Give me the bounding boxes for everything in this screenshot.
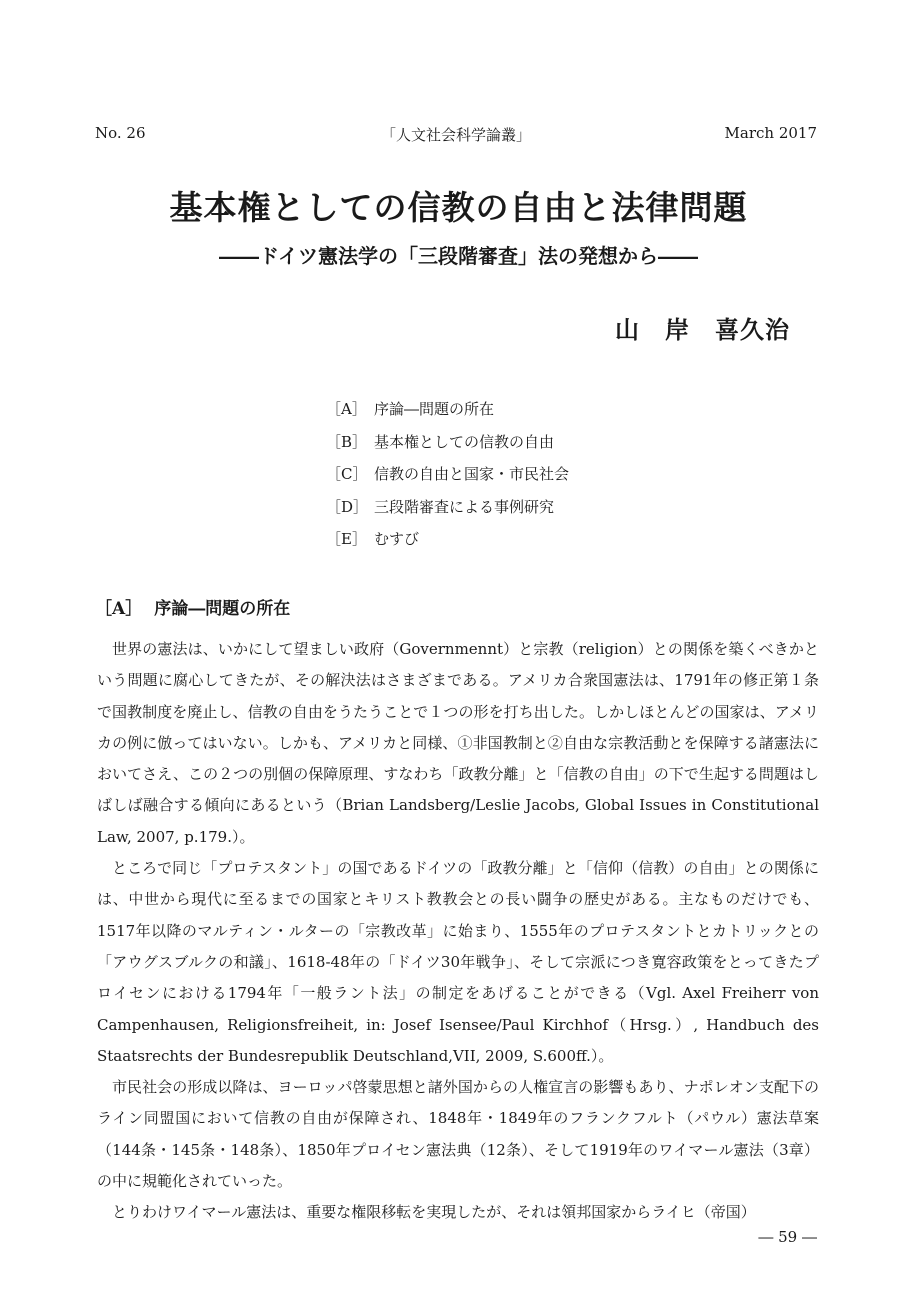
journal-name: 「人文社会科学論叢」 xyxy=(380,126,531,144)
toc-marker: ［E］ xyxy=(326,530,367,548)
toc-marker: ［C］ xyxy=(326,465,368,483)
section-marker: ［A］ xyxy=(95,599,143,619)
paragraph: 世界の憲法は、いかにして望ましい政府（Governmennt）と宗教（religion）との関係を築くべきかという問題に腐心してきたが、その解決法はさまざまである。アメリカ合衆国憲法は、1791年の修正第１条で国教制度を廃止し、信教の自由をうたうことで１つの形を打ち出した。しかしほとんどの国家は、アメリカの例に倣ってはいない。しかも、アメリカと同様、①非国教制と②自由な宗教活動とを保障する諸憲法においてさえ、この２つの別個の保障原理、すなわち「政教分離」と「信教の自由」の下で生起する問題はしばしば融合する傾向にあるという（Brian Landsberg/Leslie Jacobs, Global Issues in Constitutional Law, 2007, p.179.）。 xyxy=(97,640,819,846)
issue-date: March 2017 xyxy=(724,124,817,142)
toc-text: 序論―問題の所在 xyxy=(374,400,495,418)
toc-item xyxy=(326,496,569,529)
toc-text: 基本権としての信教の自由 xyxy=(374,432,555,451)
issue-number: No. 26 xyxy=(95,124,146,142)
toc-text: むすび xyxy=(374,530,420,548)
toc-text: 信教の自由と国家・市民社会 xyxy=(374,465,570,483)
toc-marker: ［A］ xyxy=(326,400,367,418)
running-header xyxy=(95,124,817,148)
paragraph: とりわけワイマール憲法は、重要な権限移転を実現したが、それは領邦国家からライヒ（帝国） xyxy=(112,1203,756,1222)
toc-item xyxy=(326,463,569,496)
section-heading xyxy=(95,594,290,619)
table-of-contents xyxy=(326,398,569,561)
toc-marker: ［D］ xyxy=(326,497,369,516)
article-title: 基本権としての信教の自由と法律問題 xyxy=(169,188,748,227)
paragraph: 市民社会の形成以降は、ヨーロッパ啓蒙思想と諸外国からの人権宣言の影響もあり、ナポレオン支配下のライン同盟国において信教の自由が保障され、1848年・1849年のフランクフルト（パウル）憲法草案（144条・145条・148条）、1850年プロイセン憲法典（12条）、そして1919年のワイマール憲法（3章）の中に規範化されていった。 xyxy=(97,1078,819,1191)
toc-item xyxy=(326,398,569,431)
toc-text: 三段階審査による事例研究 xyxy=(374,497,555,516)
toc-item xyxy=(326,528,569,561)
article-subtitle: ――ドイツ憲法学の「三段階審査」法の発想から―― xyxy=(219,244,698,268)
toc-marker: ［B］ xyxy=(326,432,368,451)
author-name: 山 岸 喜久治 xyxy=(615,315,790,344)
section-title: 序論―問題の所在 xyxy=(154,599,291,619)
paragraph: ところで同じ「プロテスタント」の国であるドイツの「政教分離」と「信仰（信教）の自由」との関係には、中世から現代に至るまでの国家とキリスト教教会との長い闘争の歴史がある。主なものだけでも、1517年以降のマルティン・ルターの「宗教改革」に始まり、1555年のプロテスタントとカトリックとの「アウグスブルクの和議」、1618-48年の「ドイツ30年戦争」、そして宗派につき寛容政策をとってきたプロイセンにおける1794年「一般ラント法」の制定をあげることができる（Vgl. Axel Freiherr von Campenhausen, Religionsfreiheit, in: Josef Isensee/Paul Kirchhof（Hrsg.）, Handbuch des Staatsrechts der Bundesrepublik Deutschland,VII, 2009, S.600ff.）。 xyxy=(97,859,819,1065)
page-number: ― 59 ― xyxy=(758,1228,817,1246)
body-text xyxy=(97,634,819,1229)
toc-item xyxy=(326,431,569,464)
